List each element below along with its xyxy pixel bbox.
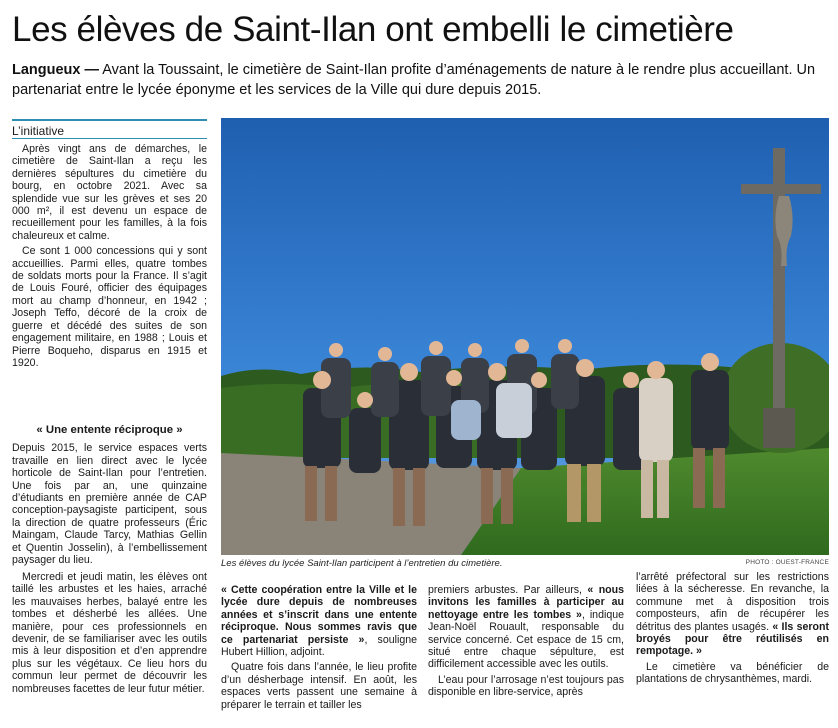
paragraph-5 [221, 584, 417, 658]
column-2 [221, 584, 417, 714]
column-1-bottom [12, 571, 207, 698]
photo-illustration [221, 118, 829, 555]
lede-text: Avant la Toussaint, le cimetière de Saint-Ilan profite d’aménagements de nature à le rendre plus accueillant. Un partenariat entre le lycée éponyme et les services de la Ville qui dure depuis 2015. [12, 62, 816, 98]
paragraph-7-end: , indique Jean-Noël Rouault, responsable du service concerné. Cet espace de 15 cm, situé entre chaque sépulture, est difficilement accessible avec les outils. [428, 608, 624, 671]
quote-3: « Ils seront broyés pour être réutilisés en rempotage. » [636, 620, 829, 658]
quote-2: « nous invitons les familles à participer au nettoyage entre les tombes » [428, 584, 625, 621]
photo-caption: Les élèves du lycée Saint-Ilan participent à l’entretien du cimetière. [221, 558, 503, 569]
subhead: « Une entente réciproque » [36, 424, 183, 436]
rubric-label: L’initiative [12, 119, 207, 139]
photo-credit: PHOTO : OUEST-FRANCE [745, 559, 829, 566]
lede [12, 60, 827, 100]
column-4 [636, 571, 829, 689]
paragraph-2: Ce sont 1 000 concessions qui y sont accueillies. Parmi elles, quatre tombes de soldats morts pour la France. Il s’agit de Louis Fouré, officier des équipages mort au champ d’honneur, en 1942 ; Joseph Teffo, décoré de la croix de guerre et décédé des suites de son engagement militaire, en 1988 ; Louis et Pierre Boqueho, disparus en 1915 et 1920. [12, 245, 207, 369]
lede-place: Langueux — [12, 62, 100, 78]
quote-1-attribution: , souligne Hubert Hillion, adjoint. [221, 633, 417, 659]
paragraph-9-start: l’arrêté préfectoral sur les restrictions liées à la sécheresse. En revanche, la commune met à disposition trois composteurs, afin de récupérer les détritus des plantes usagés. [636, 571, 829, 633]
paragraph-4: Mercredi et jeudi matin, les élèves ont taillé les arbustes et les haies, arraché les mauvaises herbes, balayé entre les tombes et désherbé les allées. Une manière, pour ces professionnels en devenir, de se familiariser avec les outils mis à leur disposition et d’en apprendre plus sur les végétaux. Ce lieu hors du commun leur permet de découvrir les nombreuses facettes de leur futur métier. [12, 571, 207, 695]
paragraph-8: L’eau pour l’arrosage n’est toujours pas disponible en libre-service, après [428, 673, 624, 699]
column-1-middle [12, 418, 207, 569]
paragraph-1: Après vingt ans de démarches, le cimetière de Saint-Ilan a reçu les dernières sépultures du cimetière du bourg, en octobre 2021. Avec sa splendide vue sur les grèves et ses 20 000 m², il est devenu un espace de recueillement pour les familles, à la fois chaleureux et calme. [12, 143, 207, 242]
paragraph-7 [428, 584, 624, 671]
paragraph-3: Depuis 2015, le service espaces verts travaille en lien direct avec le lycée horticole de Saint-Ilan pour l’entretien. Une fois par an, une quinzaine d’étudiants en première année de CAP conception-paysagiste participent, sous la direction de quatre professeurs (Éric Maingam, Claude Tarcy, Mathias Gellin et Quentin Josselin), à l’embellissement paysager du lieu. [12, 442, 207, 567]
column-1-top [12, 143, 207, 372]
paragraph-9 [636, 571, 829, 658]
paragraph-7-start: premiers arbustes. Par ailleurs, [428, 584, 588, 596]
paragraph-10: Le cimetière va bénéficier de plantations de chrysanthèmes, mardi. [636, 660, 829, 686]
quote-1: « Cette coopération entre la Ville et le lycée dure depuis de nombreuses années et s’inscrit dans une entente réciproque. Nous sommes ravis que ce partenariat persiste » [221, 584, 417, 646]
paragraph-6: Quatre fois dans l’année, le lieu profite d’un désherbage intensif. En août, les espaces verts passent une semaine à préparer le terrain et tailler les [221, 661, 417, 711]
headline: Les élèves de Saint-Ilan ont embelli le cimetière [12, 10, 734, 49]
article-photo [221, 118, 829, 555]
column-3 [428, 584, 624, 702]
